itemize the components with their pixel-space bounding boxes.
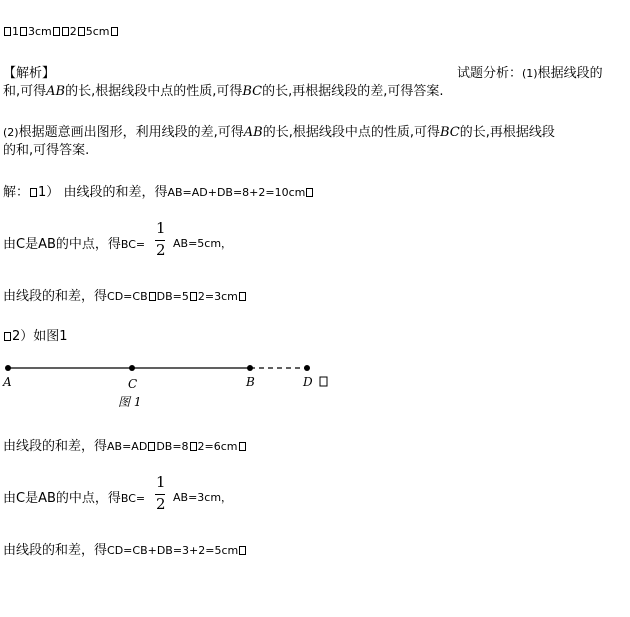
segment-bc: BC [242, 84, 263, 99]
part1-line3-math-b: DB=5 [156, 290, 189, 303]
segment-ab: AB [46, 84, 66, 99]
part1-line1-math: AB=AD+DB=8+2=10cm [167, 186, 306, 199]
step2-line1-a: 根据题意画出图形，利用线段的差,可得 [18, 125, 244, 140]
missing-glyph-icon [190, 442, 197, 451]
figure-caption: 图 1 [118, 395, 142, 409]
part1-line3-math-c: 2=3cm [197, 290, 238, 303]
solution-line-6 [3, 539, 247, 558]
fraction-numerator: 1 [156, 473, 166, 491]
answer-value-2: 5cm [85, 25, 110, 38]
part1-label: 1） [38, 185, 60, 200]
part2-line2-text: 由C是AB的中点，得 [3, 491, 121, 506]
step1-line2-a: 和,可得 [3, 84, 47, 99]
answer-value-1: 3cm [28, 25, 52, 38]
part2-line1-math-c: 2=6cm [197, 440, 238, 453]
missing-glyph-icon [320, 377, 327, 386]
part2-line1-math-b: DB=8 [156, 440, 189, 453]
part2-label: 2）如图1 [12, 329, 68, 344]
point-d-dot [304, 365, 310, 371]
part1-line2-math-pre: BC= [120, 238, 146, 251]
fraction-numerator: 1 [156, 219, 166, 237]
step1-line1-tail: 根据线段的 [537, 66, 603, 81]
solution-head: 解： [3, 185, 30, 200]
solution-line-2 [3, 233, 145, 252]
solution-line-3 [3, 285, 247, 304]
point-a-dot [5, 365, 11, 371]
step1-prefix: (1) [522, 67, 538, 80]
solution-line-5 [3, 487, 145, 506]
missing-glyph-icon [53, 27, 60, 36]
analysis-line-1-right [457, 62, 603, 81]
missing-glyph-icon [4, 27, 11, 36]
missing-glyph-icon [62, 27, 69, 36]
part2-heading [3, 325, 68, 344]
segment-figure [0, 360, 340, 410]
fraction-denominator: 2 [156, 495, 166, 513]
missing-glyph-icon [239, 546, 246, 555]
part2-line3-math: CD=CB+DB=3+2=5cm [107, 544, 239, 557]
missing-glyph-icon [149, 292, 156, 301]
point-c-dot [129, 365, 135, 371]
fraction-denominator: 2 [156, 241, 166, 259]
part1-line3-text: 由线段的和差，得 [3, 289, 108, 304]
point-b-label: B [246, 375, 255, 389]
answer-part-1: 1 [12, 25, 19, 38]
part2-line1-text: 由线段的和差，得 [3, 439, 108, 454]
step2-prefix: (2) [3, 126, 19, 139]
missing-glyph-icon [190, 292, 197, 301]
part2-line2-math-post: AB=3cm， [173, 491, 233, 504]
solution-line-1 [3, 181, 314, 200]
missing-glyph-icon [111, 27, 118, 36]
analysis-line-3 [3, 121, 555, 140]
part1-line3-math-a: CD=CB [107, 290, 148, 303]
analysis-intro: 试题分析： [457, 66, 523, 81]
step1-line2-b: 的长,根据线段中点的性质,可得 [65, 84, 243, 99]
part1-line2-math-post: AB=5cm， [173, 237, 233, 250]
answer-line [3, 25, 119, 38]
missing-glyph-icon [148, 442, 155, 451]
point-d-label: D [303, 375, 313, 389]
part2-line2-math-pre: BC= [120, 492, 146, 505]
answer-part-2: 2 [69, 25, 77, 38]
part2-line1-math-a: AB=AD [107, 440, 148, 453]
step1-line2-c: 的长,再根据线段的差,可得答案. [262, 84, 444, 99]
analysis-line-4: 的和,可得答案. [3, 143, 90, 158]
analysis-line-2 [3, 80, 444, 99]
point-b-dot [247, 365, 253, 371]
part1-line1-text: 由线段的和差，得 [63, 185, 168, 200]
step2-line1-c: 的长,再根据线段 [459, 125, 555, 140]
segment-bc: BC [439, 125, 460, 140]
part1-line2-text: 由C是AB的中点，得 [3, 237, 121, 252]
missing-glyph-icon [239, 292, 246, 301]
part2-line3-text: 由线段的和差，得 [3, 543, 108, 558]
missing-glyph-icon [239, 442, 246, 451]
missing-glyph-icon [78, 27, 85, 36]
missing-glyph-icon [20, 27, 27, 36]
missing-glyph-icon [4, 332, 11, 341]
point-a-label: A [3, 375, 12, 389]
segment-ab: AB [243, 125, 263, 140]
analysis-label: 【解析】 [3, 66, 56, 81]
point-c-label: C [128, 377, 138, 391]
missing-glyph-icon [306, 188, 313, 197]
solution-line-4 [3, 435, 247, 454]
missing-glyph-icon [30, 188, 37, 197]
step2-line1-b: 的长,根据线段中点的性质,可得 [262, 125, 440, 140]
